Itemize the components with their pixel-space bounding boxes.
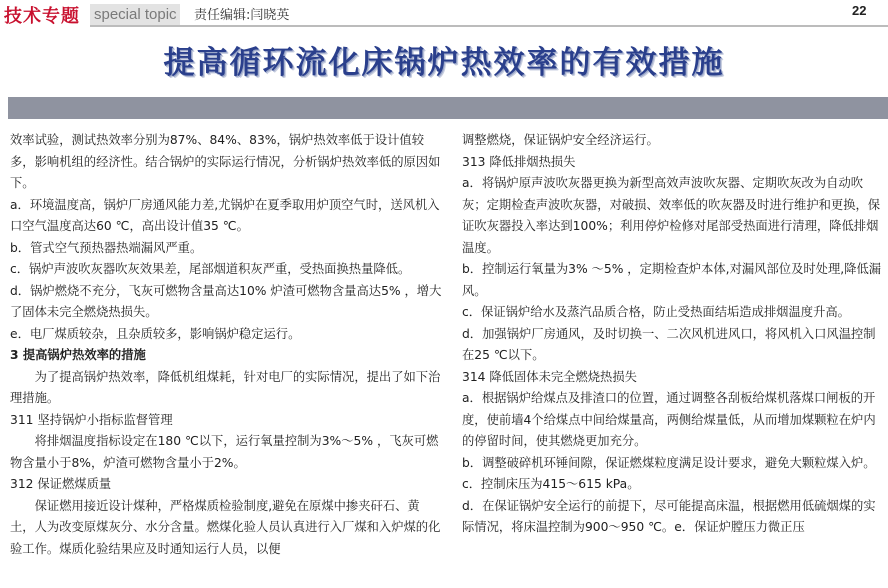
paragraph: 314 降低固体未完全燃烧热损失 bbox=[462, 369, 637, 384]
section-heading: 3 提高锅炉热效率的措施 bbox=[10, 348, 146, 362]
paragraph: 将排烟温度指标设定在180 ℃以下，运行氧量控制为3%～5% ，飞灰可燃物含量小于8%，炉渣可燃物含量小于2%。 bbox=[10, 434, 439, 470]
article-title: 提高循环流化床锅炉热效率的有效措施 bbox=[163, 45, 725, 81]
paragraph: c．锅炉声波吹灰器吹灰效果差，尾部烟道积灰严重，受热面换热量降低。 bbox=[10, 262, 411, 276]
paragraph: e．电厂煤质较杂，且杂质较多，影响锅炉稳定运行。 bbox=[10, 326, 301, 341]
section-tag-english: special topic bbox=[90, 4, 180, 26]
paragraph: b．调整破碎机环锤间隙，保证燃煤粒度满足设计要求，避免大颗粒煤入炉。 bbox=[462, 455, 876, 470]
paragraph: c．保证锅炉给水及蒸汽品质合格，防止受热面结垢造成排烟温度升高。 bbox=[462, 305, 850, 319]
paragraph: 311 坚持锅炉小指标监督管理 bbox=[10, 412, 173, 427]
paragraph: 为了提高锅炉热效率，降低机组煤耗，针对电厂的实际情况，提出了如下治理措施。 bbox=[10, 369, 441, 405]
page-number: 22 bbox=[852, 3, 867, 18]
editor-credit: 责任编辑:闫晓英 bbox=[194, 8, 290, 23]
paragraph: c．控制床压为415～615 kPa。 bbox=[462, 477, 640, 491]
paragraph: d．在保证锅炉安全运行的前提下，尽可能提高床温，根据燃用低硫烟煤的实际情况，将床温控制为900～950 ℃。e．保证炉膛压力微正压 bbox=[462, 498, 876, 534]
paragraph: a．根据锅炉给煤点及排渣口的位置，通过调整各刮板给煤机落煤口闸板的开度，使前墙4个给煤点中间给煤量高，两侧给煤量低，从而增加煤颗粒在炉内的停留时间，使其燃烧更加充分。 bbox=[462, 391, 876, 448]
header-divider bbox=[90, 25, 888, 27]
paragraph: 效率试验，测试热效率分别为87%、84%、83%，锅炉热效率低于设计值较多，影响机组的经济性。结合锅炉的实际运行情况，分析锅炉热效率低的原因如下。 bbox=[10, 133, 441, 190]
paragraph: b．管式空气预热器热端漏风严重。 bbox=[10, 240, 203, 255]
title-band bbox=[8, 97, 888, 119]
paragraph: 调整燃烧，保证锅炉安全经济运行。 bbox=[462, 133, 659, 147]
left-column bbox=[10, 130, 443, 560]
paragraph: d．加强锅炉厂房通风，及时切换一、二次风机进风口，将风机入口风温控制在25 ℃以下。 bbox=[462, 326, 876, 362]
page-header bbox=[0, 0, 888, 30]
paragraph: 保证燃用接近设计煤种，严格煤质检验制度,避免在原煤中掺夹矸石、黄土，人为改变原煤灰分、水分含量。燃煤化验人员认真进行入厂煤和入炉煤的化验工作。煤质化验结果应及时通知运行人员，以便 bbox=[10, 498, 441, 556]
paragraph: 313 降低排烟热损失 bbox=[462, 154, 576, 169]
paragraph: 312 保证燃煤质量 bbox=[10, 477, 112, 491]
paragraph: b．控制运行氧量为3% ～5% ，定期检查炉本体,对漏风部位及时处理,降低漏风。 bbox=[462, 262, 882, 298]
section-tag: 技术专题 bbox=[4, 6, 80, 27]
paragraph: d．锅炉燃烧不充分，飞灰可燃物含量高达10% 炉渣可燃物含量高达5% ，增大了固体未完全燃烧热损失。 bbox=[10, 283, 442, 319]
right-column bbox=[462, 130, 886, 539]
paragraph: a．将锅炉原声波吹灰器更换为新型高效声波吹灰器、定期吹灰改为自动吹灰；定期检查声波吹灰器，对破损、效率低的吹灰器及时进行维护和更换，保证吹灰器投入率达到100%；利用停炉检修对尾部受热面进行清理，降低排烟温度。 bbox=[462, 176, 881, 255]
paragraph: a．环境温度高，锅炉厂房通风能力差,尤锅炉在夏季取用炉顶空气时，送风机入口空气温度高达60 ℃，高出设计值35 ℃。 bbox=[10, 197, 440, 233]
